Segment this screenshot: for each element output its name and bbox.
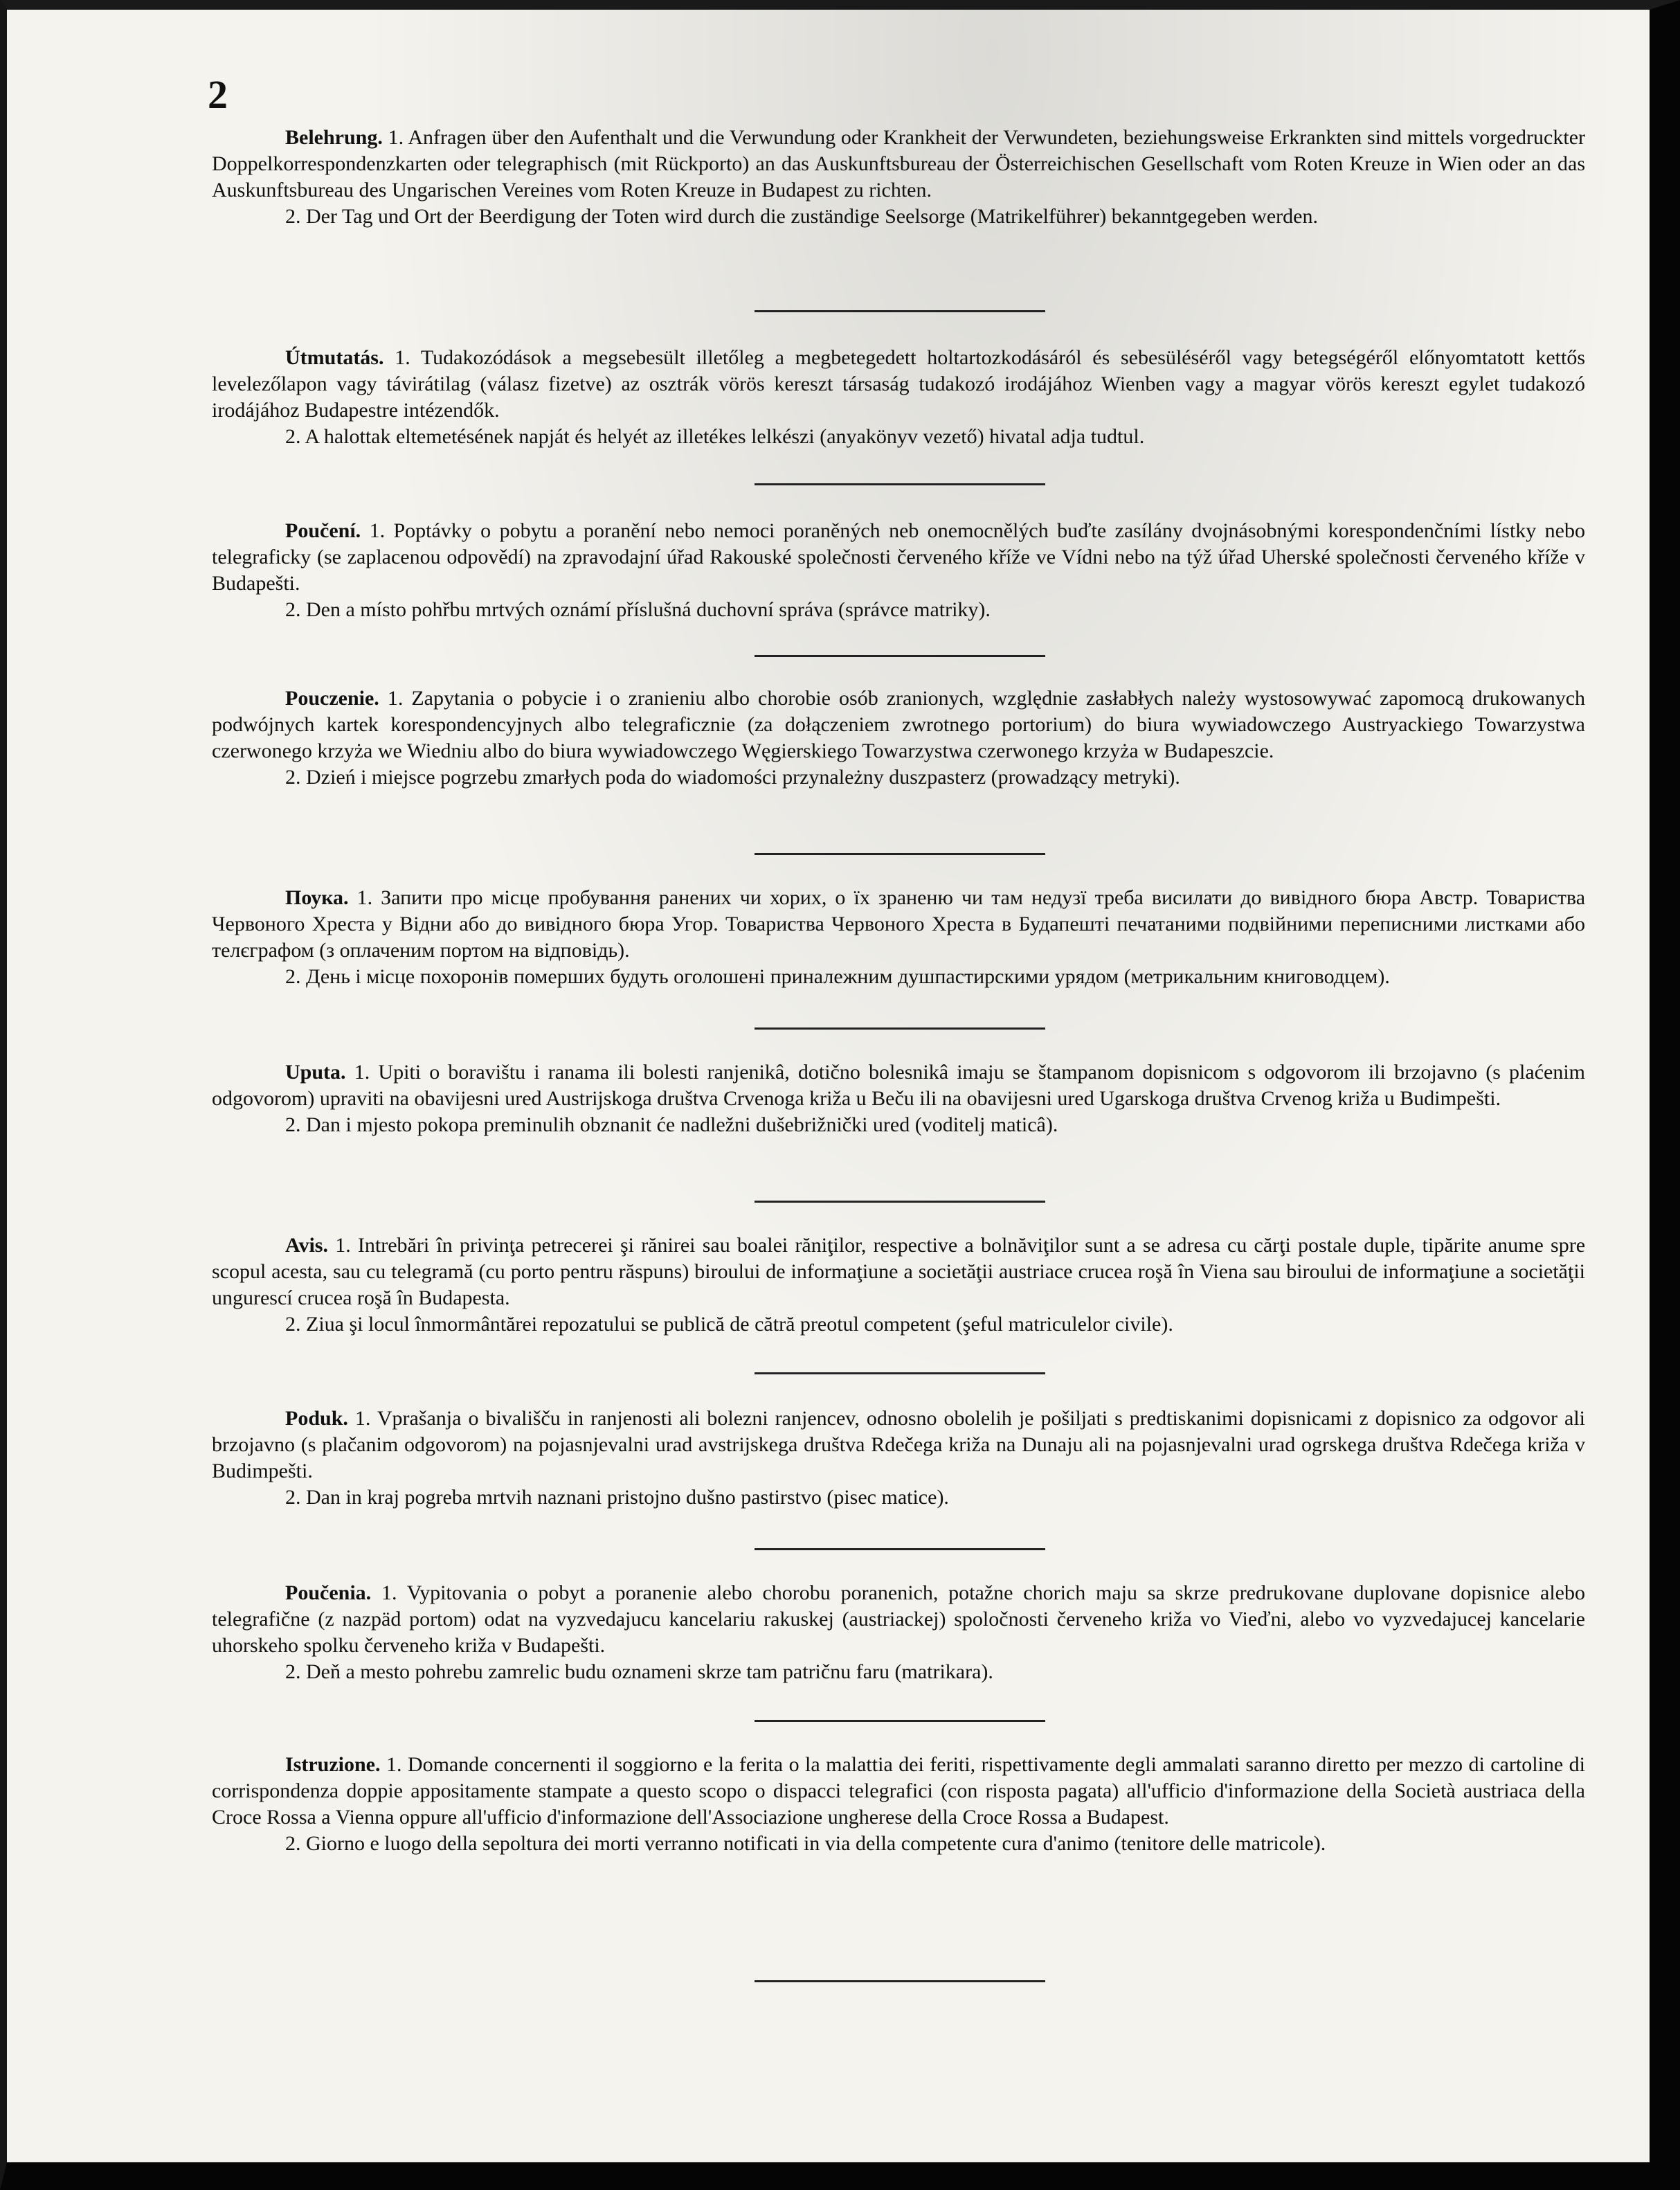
divider [755, 1720, 1045, 1722]
paragraph-1-text: 1. Domande concernenti il soggiorno e la ferita o la malattia dei feriti, rispettivamente degli ammalati saranno diretto per mezzo di cartoline di corrispondenza doppie appositamente stampate a questo scopo o dispacci telegrafici (con risposta pagata) all'ufficio d'informazione della Società austriaca della Croce Rossa a Vienna oppure all'ufficio d'informazione dell'Associazione ungherese della Croce Rossa a Budapest. [212, 1753, 1586, 1829]
page-number: 2 [208, 72, 228, 117]
paragraph-2: 2. Der Tag und Ort der Beerdigung der Toten wird durch die zuständige Seelsorge (Matrikelführer) bekanntgegeben werden. [285, 205, 1318, 228]
divider [755, 1027, 1045, 1030]
section-heading: Поука. [285, 886, 349, 909]
paragraph-2: 2. A halottak eltemetésének napját és helyét az illetékes lelkészi (anyakönyv vezető) hivatal adja tudtul. [285, 425, 1145, 448]
section-czech [212, 518, 1585, 623]
section-croatian [212, 1059, 1585, 1138]
section-ruthenian [212, 885, 1585, 990]
section-heading: Istruzione. [285, 1753, 381, 1776]
section-polish [212, 685, 1585, 791]
paragraph-1 [212, 518, 1585, 597]
paragraph-2: 2. Dan in kraj pogreba mrtvih naznani pristojno dušno pastirstvo (pisec matice). [285, 1486, 949, 1509]
paragraph-2: 2. Den a místo pohřbu mrtvých oznámí příslušná duchovní správa (správce matriky). [285, 598, 991, 621]
paragraph-1-text: 1. Poptávky o pobytu a poranění nebo nemoci poraněných neb onemocnělých buďte zasílány dvojnásobnými korespondenčními lístky nebo telegraficky (se zaplacenou odpovědí) na zpravodajní úřad Rakouské společnosti červeného kříže ve Vídni nebo na týž úřad Uherské společnosti červeného kříže v Budapešti. [212, 519, 1585, 595]
section-heading: Poučenia. [285, 1581, 372, 1604]
section-slovak [212, 1580, 1585, 1685]
paragraph-1-text: 1. Intrebări în privinţa petrecerei şi rănirei sau boalei răniţilor, respective a bolnăviţilor sunt a se adresa cu cărţi postale duple, tipărite anume spre scopul acesta, sau cu telegramă (cu porto pentru răspuns) biroului de informaţiune a societăţii austriace crucea roşă în Viena sau biroului de informaţiune a societăţii ungurescí crucea roşă în Budapesta. [212, 1234, 1586, 1309]
paragraph-1 [212, 1406, 1585, 1484]
paragraph-2: 2. День і місце похоронів померших будуть оголошені приналежним душпастирскими урядом (метрикальним книговодцем). [285, 965, 1390, 988]
divider [755, 853, 1045, 855]
section-heading: Útmutatás. [285, 346, 384, 369]
divider [755, 483, 1045, 485]
paragraph-2: 2. Deň a mesto pohrebu zamrelic budu oznameni skrze tam patričnu faru (matrikara). [285, 1660, 993, 1683]
paragraph-2: 2. Dan i mjesto pokopa preminulih obznanit će nadležni dušebrižnički ured (voditelj maticâ). [285, 1113, 1058, 1136]
paragraph-2: 2. Ziua şi locul înmormântărei repozatului se publică de cătră preotul competent (şeful matriculelor civile). [285, 1313, 1173, 1336]
section-heading: Uputa. [285, 1061, 346, 1084]
paragraph-1 [212, 1580, 1585, 1659]
divider [755, 1980, 1045, 1982]
paragraph-2: 2. Dzień i miejsce pogrzebu zmarłych poda do wiadomości przynależny duszpasterz (prowadzący metryki). [285, 766, 1180, 789]
paragraph-2: 2. Giorno e luogo della sepoltura dei morti verranno notificati in via della competente cura d'animo (tenitore delle matricole). [285, 1832, 1326, 1855]
divider [755, 655, 1045, 657]
paragraph-1 [212, 1232, 1585, 1311]
section-heading: Avis. [285, 1234, 328, 1257]
section-hungarian [212, 345, 1585, 450]
paragraph-1-text: 1. Vypitovania o pobyt a poranenie alebo chorobu poranenich, potažne chorich maju sa skrze predrukovane duplovane dopisnice alebo telegrafične (z nazpäd portom) odat na vyzvedajucu kancelariu rakuskej (austriackej) spoločnosti červeneho križa vo Vieďni, alebo vo vyzvedajucej kancelarie uhorskeho spolku červeneho križa v Budapešti. [212, 1581, 1585, 1657]
section-italian [212, 1752, 1585, 1857]
section-romanian [212, 1232, 1585, 1338]
section-heading: Belehrung. [285, 126, 383, 149]
paragraph-1 [212, 685, 1585, 764]
paragraph-1-text: 1. Zapytania o pobycie i o zranieniu albo chorobie osób zranionych, względnie zasłabłych należy wystosowywać zapomocą drukowanych podwójnych kartek korespondencyjnych albo telegraficznie (za dołączeniem zwrotnego portorium) do biura wywiadowczego Austryackiego Towarzystwa czerwonego krzyża we Wiedniu albo do biura wywiadowczego Węgierskiego Towarzystwa czerwonego krzyża w Budapeszcie. [212, 687, 1586, 762]
paragraph-1 [212, 1059, 1585, 1112]
divider [755, 1548, 1045, 1550]
divider [755, 1372, 1045, 1374]
paragraph-1 [212, 345, 1585, 424]
paragraph-1 [212, 125, 1585, 204]
paragraph-1 [212, 1752, 1585, 1831]
paragraph-1 [212, 885, 1585, 964]
divider [755, 310, 1045, 312]
section-heading: Poduk. [285, 1407, 348, 1430]
paragraph-1-text: 1. Vprašanja o bivališču in ranjenosti ali bolezni ranjencev, odnosno obolelih je pošiljati s predtiskanimi dopisnicami z dopisnico za odgovor ali brzojavno (s plačanim odgovorom) na pojasnjevalni urad avstrijskega društva Rdečega križa na Dunaju ali na pojasnjevalni urad ogrskega društva Rdečega križa v Budimpešti. [212, 1407, 1585, 1482]
paragraph-1-text: 1. Tudakozódások a megsebesült illetőleg a megbetegedett holtartozkodásáról és sebesüléséről vagy betegségéről előnyomtatott kettős levelezőlapon vagy távirátilag (válasz fizetve) az osztrák vörös kereszt társaság tudakozó irodájához Wienben vagy a magyar vörös kereszt egylet tudakozó irodájához Budapestre intézendők. [212, 346, 1586, 422]
paragraph-1-text: 1. Upiti o boravištu i ranama ili bolesti ranjenikâ, dotično bolesnikâ imaju se štampanom dopisnicom s odgovorom ili brzojavno (s plaćenim odgovorom) upraviti na obavijesni ured Austrijskoga društva Crvenoga križa u Beču ili na obavijesni ured Ugarskoga društva Crvenog križa u Budimpešti. [212, 1061, 1586, 1110]
section-heading: Pouczenie. [285, 687, 379, 710]
divider [755, 1201, 1045, 1203]
paragraph-1-text: 1. Anfragen über den Aufenthalt und die Verwundung oder Krankheit der Verwundeten, beziehungsweise Erkrankten sind mittels vorgedruckter Doppelkorrespondenzkarten oder telegraphisch (mit Rückporto) an das Auskunftsbureau der Österreichischen Gesellschaft vom Roten Kreuze in Wien oder an das Auskunftsbureau des Ungarischen Vereines vom Roten Kreuze in Budapest zu richten. [212, 126, 1585, 201]
section-slovene [212, 1406, 1585, 1511]
section-german [212, 125, 1585, 230]
paragraph-1-text: 1. Запити про місце пробування ранених чи хорих, о їх зраненю чи там недузї треба висилати до вивідного бюра Австр. Товариства Червоного Хреста у Відни або до вивідного бюра Угор. Товариства Червоного Хреста в Будапешті печатаними подвійними переписними листками або телєграфом (з оплаченим портом на відповідь). [212, 886, 1586, 962]
section-heading: Poučení. [285, 519, 361, 542]
